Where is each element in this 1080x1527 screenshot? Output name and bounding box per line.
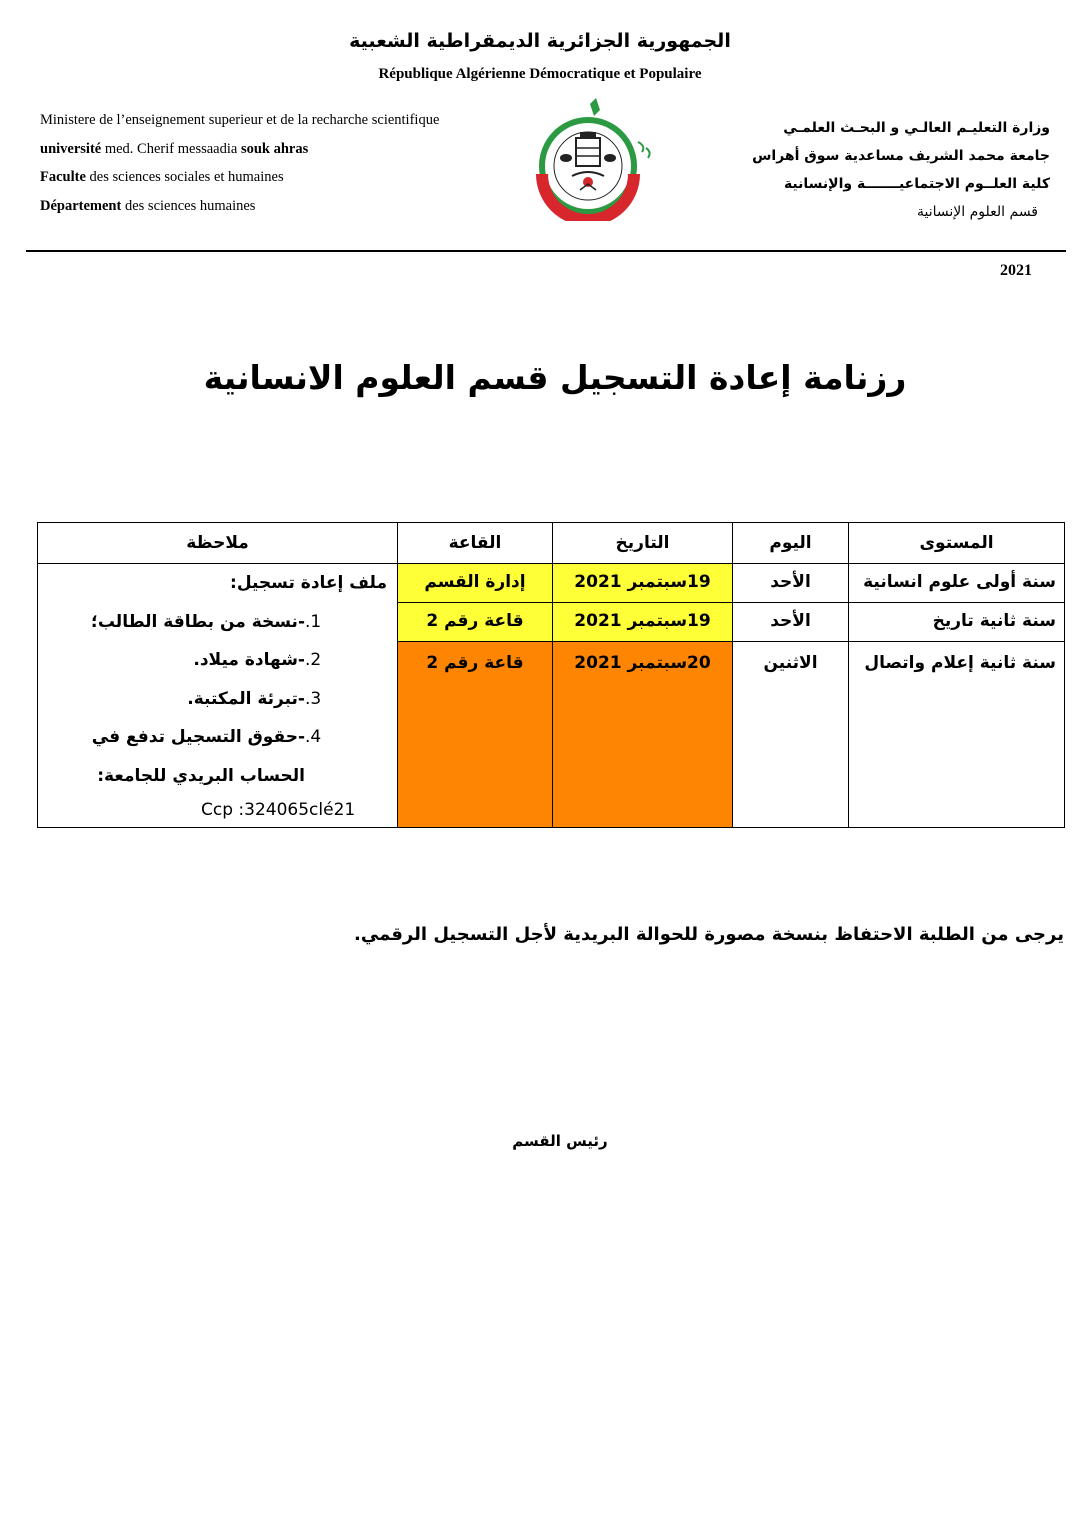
republic-title-ar: الجمهورية الجزائرية الديمقراطية الشعبية — [349, 30, 731, 52]
university-fr-city: souk ahras — [240, 140, 309, 157]
faculty-ar: كلية العلــوم الاجتماعيـــــــة والإنسانية — [783, 176, 1050, 192]
table-header-row — [38, 523, 1065, 564]
header-room: القاعة — [398, 523, 553, 564]
row-day: الاثنين — [733, 642, 849, 828]
ministry-fr — [40, 106, 510, 135]
notes-item-3 — [46, 680, 387, 719]
university-fr-text: med. Cherif messaadia — [101, 140, 241, 157]
row-room: إدارة القسم — [398, 564, 553, 603]
notes-item-4-text: -حقوق التسجيل تدفع في — [91, 727, 305, 747]
ministry-ar: وزارة التعليـم العالـي و البحـث العلمـي — [783, 120, 1050, 136]
row-level: سنة ثانية إعلام واتصال — [849, 642, 1065, 828]
notes-item-2-number: 2. — [305, 650, 322, 670]
row-day: الأحد — [733, 603, 849, 642]
registration-schedule-table — [37, 522, 1065, 828]
row-level: سنة ثانية تاريخ — [849, 603, 1065, 642]
footer-instruction: يرجى من الطلبة الاحتفاظ بنسخة مصورة للحوالة البريدية لأجل التسجيل الرقمي. — [354, 924, 1064, 945]
notes-heading: ملف إعادة تسجيل: — [230, 573, 387, 593]
republic-title-fr: République Algérienne Démocratique et Populaire — [378, 66, 702, 82]
table-row — [38, 564, 1065, 603]
header-divider — [26, 250, 1066, 252]
department-ar: قسم العلوم الإنسانية — [917, 204, 1038, 220]
university-fr-bold: université — [40, 140, 102, 157]
row-level: سنة أولى علوم انسانية — [849, 564, 1065, 603]
university-fr — [40, 135, 510, 164]
institution-fr-block — [40, 106, 510, 220]
ministry-fr-text: Ministere de l’enseignement superieur et de la recharche scientifique — [40, 112, 440, 128]
row-room: قاعة رقم 2 — [398, 642, 553, 828]
university-logo — [520, 96, 660, 221]
row-date: 20سبتمبر 2021 — [553, 642, 733, 828]
notes-continuation: الحساب البريدي للجامعة: — [97, 765, 305, 786]
faculty-fr — [40, 163, 510, 192]
row-room: قاعة رقم 2 — [398, 603, 553, 642]
faculty-fr-bold: Faculte — [40, 169, 86, 185]
notes-ccp-account: Ccp :324065clé21 — [201, 800, 356, 820]
header-date: التاريخ — [553, 523, 733, 564]
notes-item-4 — [46, 718, 387, 757]
notes-item-4-number: 4. — [305, 727, 322, 747]
notes-item-1-number: 1. — [305, 611, 322, 632]
faculty-fr-text: des sciences sociales et humaines — [85, 169, 284, 185]
department-fr — [40, 192, 510, 221]
document-year: 2021 — [1000, 262, 1032, 279]
header-level: المستوى — [849, 523, 1065, 564]
document-title: رزنامة إعادة التسجيل قسم العلوم الانسانية — [203, 358, 907, 397]
header-note: ملاحظة — [38, 523, 398, 564]
notes-item-2 — [46, 641, 387, 680]
notes-item-1-text: -نسخة من بطاقة الطالب؛ — [91, 611, 305, 632]
notes-item-2-text: -شهادة ميلاد. — [193, 650, 305, 670]
signature-department-head: رئيس القسم — [512, 1132, 608, 1150]
header-day: اليوم — [733, 523, 849, 564]
notes-cell — [38, 564, 398, 828]
university-ar: جامعة محمد الشريف مساعدية سوق أهراس — [752, 148, 1050, 164]
department-fr-text: des sciences humaines — [121, 197, 256, 214]
notes-item-1 — [46, 603, 387, 642]
row-date: 19سبتمبر 2021 — [553, 603, 733, 642]
row-date: 19سبتمبر 2021 — [553, 564, 733, 603]
department-fr-bold: Département — [40, 197, 122, 214]
notes-item-3-text: -تبرئة المكتبة. — [187, 688, 305, 709]
row-day: الأحد — [733, 564, 849, 603]
institution-ar-block — [720, 114, 1050, 226]
notes-item-3-number: 3. — [305, 688, 322, 709]
